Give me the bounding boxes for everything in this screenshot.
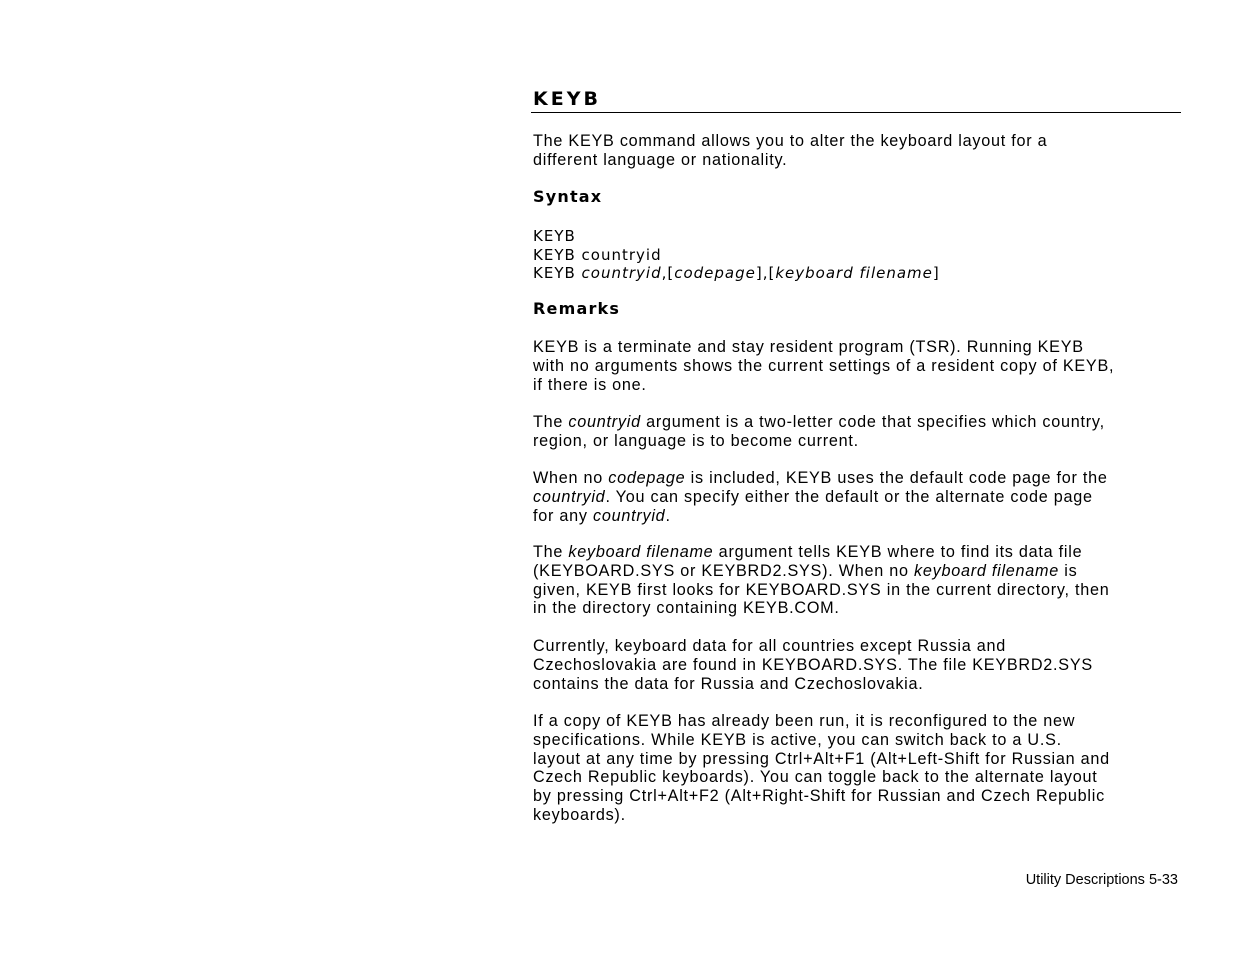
param-text: countryid: [533, 487, 606, 506]
body-line: Czech Republic keyboards). You can toggle back to the alternate layout: [533, 768, 1098, 787]
body-line: Czechoslovakia are found in KEYBOARD.SYS. The file KEYBRD2.SYS: [533, 655, 1093, 674]
body-line: KEYB is a terminate and stay resident program (TSR). Running KEYB: [533, 338, 1084, 356]
body-text: is: [1059, 561, 1078, 580]
syntax-text: KEYB: [533, 264, 582, 282]
body-line: specifications. While KEYB is active, you can switch back to a U.S.: [533, 730, 1062, 749]
syntax-param: countryid: [581, 264, 662, 282]
body-text: argument is a two-letter code that specifies which country,: [640, 413, 1105, 431]
param-text: countryid: [568, 413, 641, 431]
syntax-text: ]: [932, 264, 940, 282]
body-line: [533, 413, 1105, 432]
body-line: region, or language is to become current.: [533, 431, 859, 450]
intro-line: The KEYB command allows you to alter the keyboard layout for a: [533, 132, 1048, 150]
body-text: . You can specify either the default or the alternate code page: [605, 487, 1093, 506]
body-text: for any: [533, 506, 593, 525]
body-line: [533, 488, 1108, 507]
body-line: in the directory containing KEYB.COM.: [533, 599, 840, 618]
body-line: [533, 543, 1110, 562]
body-line: [533, 469, 1108, 488]
body-line: layout at any time by pressing Ctrl+Alt+F1 (Alt+Left-Shift for Russian and: [533, 749, 1110, 768]
remarks-paragraph-3: [533, 469, 1108, 525]
param-text: keyboard filename: [568, 543, 714, 561]
body-line: if there is one.: [533, 375, 647, 394]
syntax-block: [533, 227, 940, 283]
body-text: is included, KEYB uses the default code page for the: [685, 469, 1108, 487]
syntax-line: KEYB countryid: [533, 245, 662, 264]
body-line: Currently, keyboard data for all countries except Russia and: [533, 637, 1006, 655]
syntax-param: keyboard filename: [775, 264, 933, 282]
body-line: given, KEYB first looks for KEYBOARD.SYS in the current directory, then: [533, 580, 1110, 599]
remarks-paragraph-4: [533, 543, 1110, 618]
syntax-line: [533, 264, 940, 283]
body-text: The: [533, 543, 569, 561]
title-rule: [531, 112, 1181, 113]
body-line: [533, 562, 1110, 581]
body-line: by pressing Ctrl+Alt+F2 (Alt+Right-Shift for Russian and Czech Republic: [533, 787, 1105, 806]
syntax-line: KEYB: [533, 227, 576, 245]
param-text: countryid: [593, 506, 666, 525]
syntax-text: ],[: [755, 264, 776, 282]
body-text: (KEYBOARD.SYS or KEYBRD2.SYS). When no: [533, 561, 915, 580]
remarks-heading: Remarks: [533, 299, 621, 318]
remarks-paragraph-1: [533, 338, 1114, 394]
body-text: The: [533, 413, 569, 431]
syntax-text: ,[: [661, 264, 675, 282]
remarks-paragraph-2: [533, 413, 1105, 451]
syntax-heading: Syntax: [533, 187, 603, 206]
body-line: contains the data for Russia and Czechoslovakia.: [533, 674, 924, 693]
page-footer: Utility Descriptions 5-33: [1025, 872, 1178, 888]
param-text: codepage: [608, 469, 686, 487]
body-line: with no arguments shows the current settings of a resident copy of KEYB,: [533, 356, 1115, 375]
body-text: .: [665, 506, 671, 525]
remarks-paragraph-5: [533, 637, 1093, 693]
body-text: argument tells KEYB where to find its data file: [713, 543, 1083, 561]
body-text: When no: [533, 469, 609, 487]
page-title: KEYB: [533, 88, 601, 110]
syntax-param: codepage: [674, 264, 756, 282]
remarks-paragraph-6: [533, 712, 1110, 825]
param-text: keyboard filename: [914, 561, 1060, 580]
body-line: [533, 507, 1108, 526]
body-line: If a copy of KEYB has already been run, it is reconfigured to the new: [533, 712, 1076, 730]
intro-paragraph: [533, 132, 1047, 170]
intro-line: different language or nationality.: [533, 150, 788, 169]
body-line: keyboards).: [533, 805, 626, 824]
